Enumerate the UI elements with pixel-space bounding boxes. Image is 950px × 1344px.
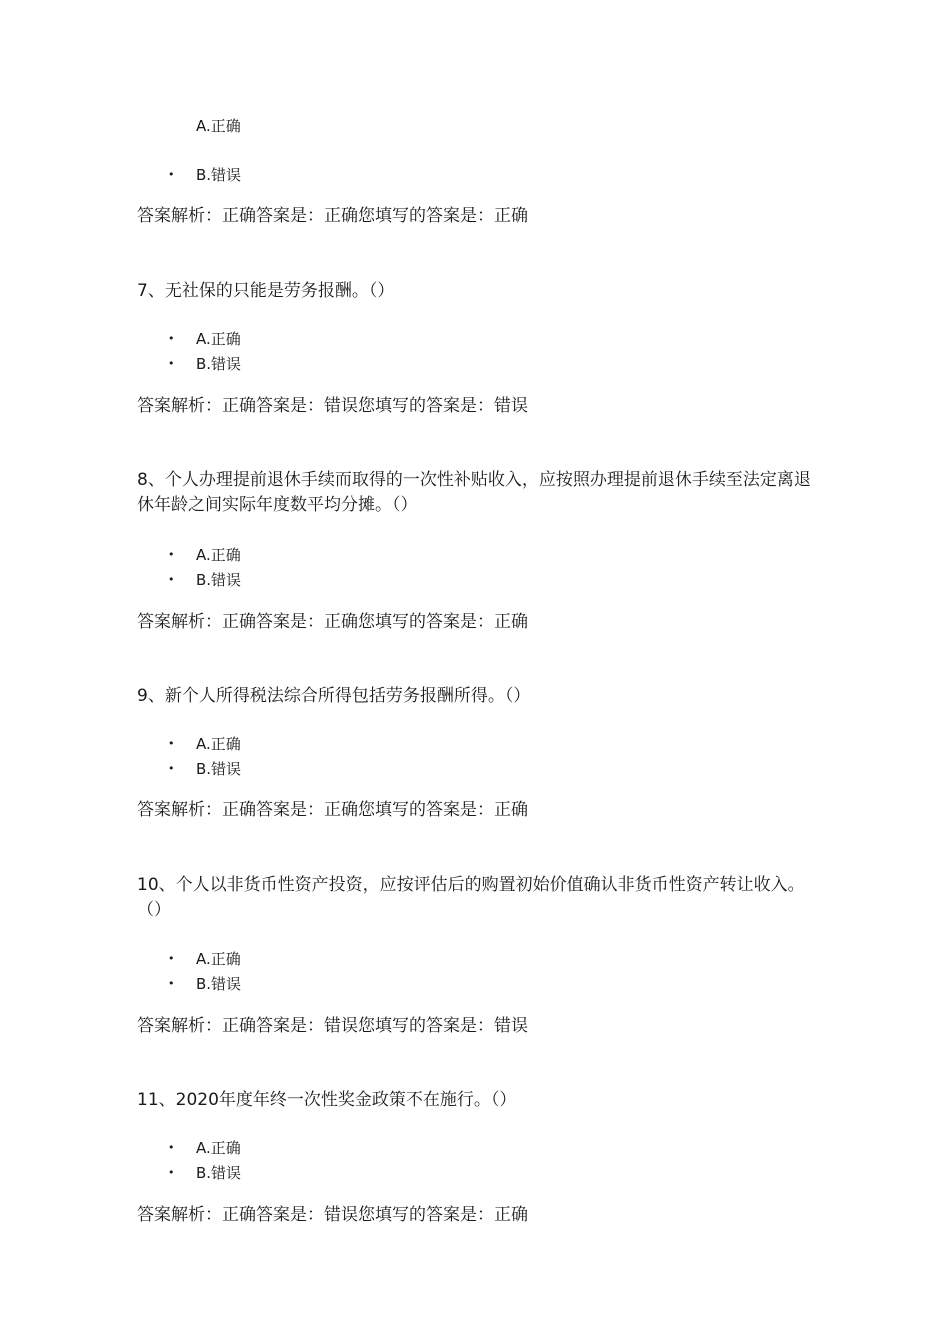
answer-explanation: 答案解析：正确答案是：错误您填写的答案是：错误 — [137, 1016, 528, 1036]
option-b: B.错误 — [196, 571, 242, 589]
answer-explanation: 答案解析：正确答案是：错误您填写的答案是：正确 — [137, 1205, 528, 1225]
bullet-icon: • — [168, 762, 175, 775]
option-a: A.正确 — [196, 117, 241, 135]
bullet-icon: • — [168, 977, 175, 990]
answer-explanation: 答案解析：正确答案是：正确您填写的答案是：正确 — [137, 612, 528, 632]
question-text: 7、无社保的只能是劳务报酬。（） — [137, 281, 395, 301]
option-a: A.正确 — [196, 330, 241, 348]
bullet-icon: • — [168, 168, 175, 181]
bullet-icon: • — [168, 1141, 175, 1154]
option-b: B.错误 — [196, 166, 242, 184]
option-a: A.正确 — [196, 735, 241, 753]
bullet-icon: • — [168, 952, 175, 965]
question-text: 8、个人办理提前退休手续而取得的一次性补贴收入，应按照办理提前退休手续至法定离退休年龄之间实际年度数平均分摊。（） — [137, 470, 811, 515]
bullet-icon: • — [168, 573, 175, 586]
option-a: A.正确 — [196, 950, 241, 968]
option-a: A.正确 — [196, 1139, 241, 1157]
bullet-icon: • — [168, 1166, 175, 1179]
answer-explanation: 答案解析：正确答案是：错误您填写的答案是：错误 — [137, 396, 528, 416]
bullet-icon: • — [168, 548, 175, 561]
option-b: B.错误 — [196, 975, 242, 993]
bullet-icon: • — [168, 332, 175, 345]
question-text: 11、2020年度年终一次性奖金政策不在施行。（） — [137, 1090, 517, 1110]
bullet-icon: • — [168, 357, 175, 370]
question-text: 9、新个人所得税法综合所得包括劳务报酬所得。（） — [137, 686, 531, 706]
answer-explanation: 答案解析：正确答案是：正确您填写的答案是：正确 — [137, 206, 528, 226]
answer-explanation: 答案解析：正确答案是：正确您填写的答案是：正确 — [137, 800, 528, 820]
bullet-icon: • — [168, 737, 175, 750]
option-b: B.错误 — [196, 760, 242, 778]
option-a: A.正确 — [196, 546, 241, 564]
question-text: 10、个人以非货币性资产投资，应按评估后的购置初始价值确认非货币性资产转让收入。（） — [137, 875, 805, 920]
option-b: B.错误 — [196, 1164, 242, 1182]
option-b: B.错误 — [196, 355, 242, 373]
